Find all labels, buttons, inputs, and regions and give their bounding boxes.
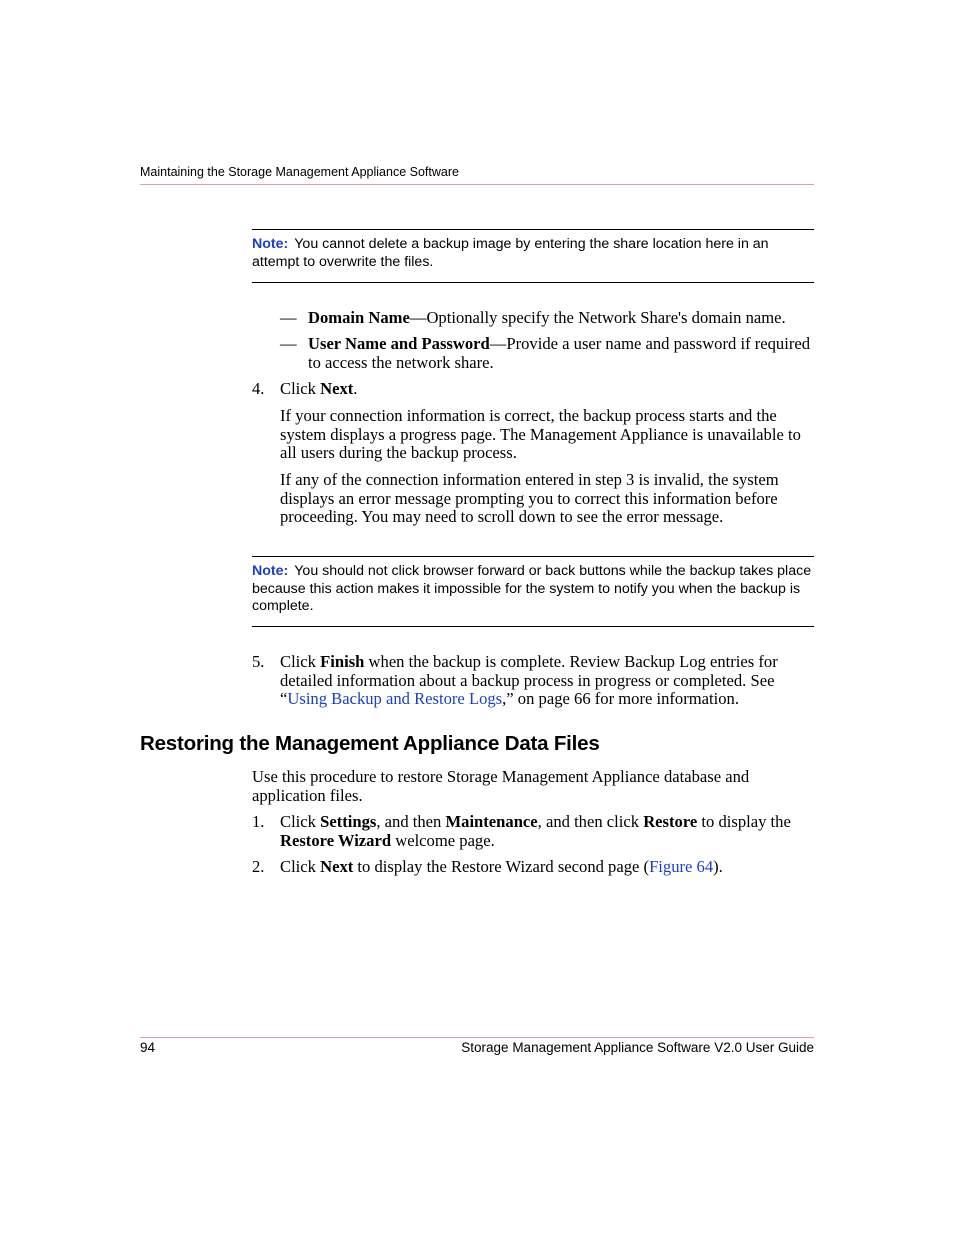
- step-text-part: Click: [280, 379, 321, 398]
- step-number: 5.: [252, 652, 265, 671]
- note-box: [252, 556, 814, 627]
- step-text: [280, 813, 814, 850]
- list-item-text: [308, 309, 814, 328]
- note-text: You cannot delete a backup image by entering the share location here in an attempt to overwrite the files.: [252, 236, 769, 270]
- next-label: Next: [320, 857, 354, 876]
- header-rule: [140, 184, 814, 185]
- step-text-part: ,” on page 66 for more information.: [502, 689, 739, 709]
- note-label: Note:: [252, 563, 289, 579]
- step-text-part: Click: [280, 857, 321, 876]
- term-description: —Optionally specify the Network Share's domain name.: [409, 308, 786, 327]
- paragraph: If any of the connection information entered in step 3 is invalid, the system displays an error message prompting you to correct this information before proceeding. You may need to scroll down to see the error message.: [280, 470, 779, 527]
- figure-64-link[interactable]: Figure 64: [649, 857, 714, 876]
- finish-label: Finish: [320, 652, 365, 671]
- note-box: [252, 229, 814, 283]
- paragraph: Use this procedure to restore Storage Management Appliance database and application files.: [252, 767, 750, 805]
- list-item-text: [308, 335, 814, 372]
- step-text-part: , and then: [376, 812, 446, 831]
- restore-wizard-label: Restore Wizard: [280, 830, 392, 850]
- step-number: 2.: [252, 857, 265, 876]
- term: User Name and Password: [308, 334, 490, 353]
- restore-label: Restore: [643, 812, 698, 831]
- note-text: You should not click browser forward or back buttons while the backup takes place because this action makes it impossible for the system to notify you when the backup is complete.: [252, 563, 812, 614]
- dash-bullet: —: [280, 334, 297, 353]
- dash-bullet: —: [280, 308, 297, 327]
- guide-title: Storage Management Appliance Software V2.0 User Guide: [461, 1040, 814, 1055]
- running-header: Maintaining the Storage Management Appliance Software: [140, 165, 459, 179]
- step-text: [280, 380, 814, 399]
- note-label: Note:: [252, 236, 289, 252]
- page-number: 94: [140, 1040, 156, 1055]
- section-heading: Restoring the Management Appliance Data Files: [140, 732, 600, 755]
- settings-label: Settings: [320, 812, 377, 831]
- step-text-part: Click: [280, 812, 321, 831]
- step-text-part: .: [353, 379, 358, 398]
- term: Domain Name: [308, 308, 410, 327]
- step-text-part: , and then click: [537, 812, 644, 831]
- step-text: [280, 858, 814, 877]
- step-text-part: to display the Restore Wizard second page (: [353, 857, 650, 876]
- step-number: 4.: [252, 379, 265, 398]
- step-text-part: to display the: [697, 812, 791, 831]
- backup-restore-logs-link[interactable]: Using Backup and Restore Logs: [287, 689, 503, 709]
- step-text-part: Click: [280, 652, 321, 671]
- next-label: Next: [320, 379, 354, 398]
- step-number: 1.: [252, 812, 265, 831]
- paragraph: If your connection information is correct, the backup process starts and the system displays a progress page. The Management Appliance is unavailable to all users during the backup process.: [280, 406, 801, 463]
- step-text-part: when the backup is complete. Review Backup Log entries for detailed information about a backup process in progress or completed. See “: [280, 652, 778, 709]
- step-text-part: ).: [713, 857, 723, 876]
- maintenance-label: Maintenance: [445, 812, 538, 831]
- step-text-part: welcome page.: [391, 830, 495, 850]
- step-text: [280, 653, 814, 709]
- footer-rule: [140, 1037, 814, 1038]
- term-description: —Provide a user name and password if required to access the network share.: [308, 334, 811, 372]
